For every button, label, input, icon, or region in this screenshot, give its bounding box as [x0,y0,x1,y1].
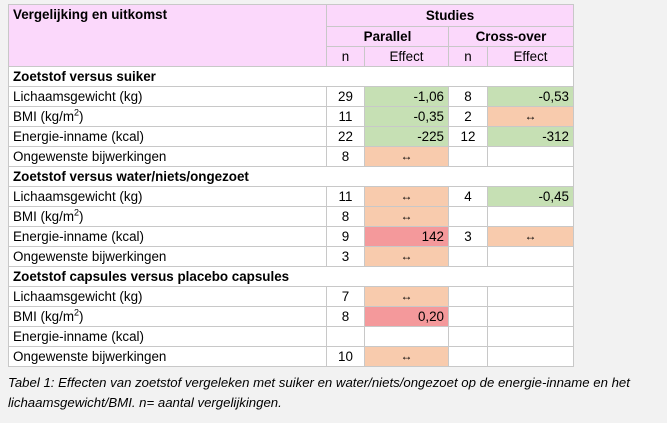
section-title: Zoetstof versus suiker [9,67,574,87]
caption-label: Tabel 1 [8,375,51,390]
outcome-label [9,107,327,127]
parallel-effect-cell: 0,20 [365,307,449,327]
outcome-label [9,247,327,267]
parallel-effect-cell: ↔ [365,247,449,267]
outcome-label-text: BMI (kg/m [13,309,75,324]
results-table [8,4,574,367]
parallel-n-cell: 10 [327,347,365,367]
crossover-n-cell [449,207,488,227]
crossover-n-cell: 12 [449,127,488,147]
crossover-effect-cell: -0,45 [488,187,574,207]
outcome-label [9,227,327,247]
parallel-n-cell: 11 [327,187,365,207]
crossover-effect-cell: -312 [488,127,574,147]
header-studies: Studies [327,5,574,27]
outcome-label-text: Lichaamsgewicht (kg) [13,189,143,204]
crossover-effect-cell [488,207,574,227]
outcome-label [9,287,327,307]
parallel-effect-cell: -0,35 [365,107,449,127]
parallel-n-cell: 22 [327,127,365,147]
outcome-label-end: ) [79,309,84,324]
parallel-n-cell: 7 [327,287,365,307]
section-title: Zoetstof capsules versus placebo capsules [9,267,574,287]
parallel-effect-cell: ↔ [365,207,449,227]
parallel-effect-cell: ↔ [365,347,449,367]
crossover-n-cell [449,347,488,367]
table-row [9,207,574,227]
outcome-label [9,147,327,167]
outcome-label-superscript: 2 [74,207,80,218]
section-row [9,67,574,87]
parallel-effect-cell [365,327,449,347]
crossover-effect-cell: ↔ [488,227,574,247]
table-row [9,307,574,327]
table-row [9,327,574,347]
table-row [9,287,574,307]
crossover-n-cell: 2 [449,107,488,127]
outcome-label [9,87,327,107]
crossover-effect-cell [488,287,574,307]
crossover-n-cell: 4 [449,187,488,207]
parallel-n-cell: 11 [327,107,365,127]
header-crossover: Cross-over [449,27,574,47]
outcome-label [9,207,327,227]
table-body [9,67,574,367]
outcome-label-text: Lichaamsgewicht (kg) [13,289,143,304]
outcome-label-end: ) [79,109,84,124]
outcome-label [9,307,327,327]
outcome-label [9,347,327,367]
crossover-effect-cell: -0,53 [488,87,574,107]
table-row [9,187,574,207]
outcome-label [9,187,327,207]
parallel-n-cell: 9 [327,227,365,247]
outcome-label-text: Ongewenste bijwerkingen [13,149,167,164]
parallel-n-cell [327,327,365,347]
parallel-effect-cell: ↔ [365,147,449,167]
outcome-label-text: Ongewenste bijwerkingen [13,349,167,364]
crossover-effect-cell [488,347,574,367]
crossover-n-cell [449,287,488,307]
crossover-n-cell [449,307,488,327]
outcome-label-text: Lichaamsgewicht (kg) [13,89,143,104]
header-crossover-n: n [449,47,488,67]
parallel-effect-cell: ↔ [365,287,449,307]
outcome-label-text: BMI (kg/m [13,209,75,224]
table-row [9,127,574,147]
table-row [9,87,574,107]
crossover-effect-cell [488,247,574,267]
parallel-n-cell: 8 [327,307,365,327]
table-row [9,227,574,247]
crossover-effect-cell: ↔ [488,107,574,127]
table-row [9,107,574,127]
outcome-label-end: ) [79,209,84,224]
parallel-n-cell: 3 [327,247,365,267]
outcome-label-text: BMI (kg/m [13,109,75,124]
parallel-n-cell: 8 [327,207,365,227]
parallel-effect-cell: 142 [365,227,449,247]
header-title: Vergelijking en uitkomst [9,5,327,67]
crossover-n-cell: 3 [449,227,488,247]
table-header [9,5,574,67]
section-row [9,267,574,287]
table-caption [8,373,663,413]
section-row [9,167,574,187]
header-crossover-effect: Effect [488,47,574,67]
parallel-n-cell: 8 [327,147,365,167]
parallel-effect-cell: ↔ [365,187,449,207]
outcome-label [9,327,327,347]
caption-text: : Effecten van zoetstof vergeleken met suiker en water/niets/ongezoet op de energie-inname en het lichaamsgewicht/BMI. n= aantal vergelijkingen. [8,375,630,410]
header-parallel-effect: Effect [365,47,449,67]
section-title: Zoetstof versus water/niets/ongezoet [9,167,574,187]
outcome-label-superscript: 2 [74,307,80,318]
outcome-label-text: Energie-inname (kcal) [13,329,144,344]
header-parallel-n: n [327,47,365,67]
crossover-effect-cell [488,147,574,167]
outcome-label-text: Ongewenste bijwerkingen [13,249,167,264]
crossover-effect-cell [488,327,574,347]
outcome-label-text: Energie-inname (kcal) [13,129,144,144]
parallel-n-cell: 29 [327,87,365,107]
outcome-label-superscript: 2 [74,107,80,118]
crossover-effect-cell [488,307,574,327]
outcome-label [9,127,327,147]
outcome-label-text: Energie-inname (kcal) [13,229,144,244]
parallel-effect-cell: -225 [365,127,449,147]
crossover-n-cell: 8 [449,87,488,107]
table-row [9,347,574,367]
header-parallel: Parallel [327,27,449,47]
crossover-n-cell [449,327,488,347]
crossover-n-cell [449,247,488,267]
table-row [9,147,574,167]
parallel-effect-cell: -1,06 [365,87,449,107]
crossover-n-cell [449,147,488,167]
table-row [9,247,574,267]
